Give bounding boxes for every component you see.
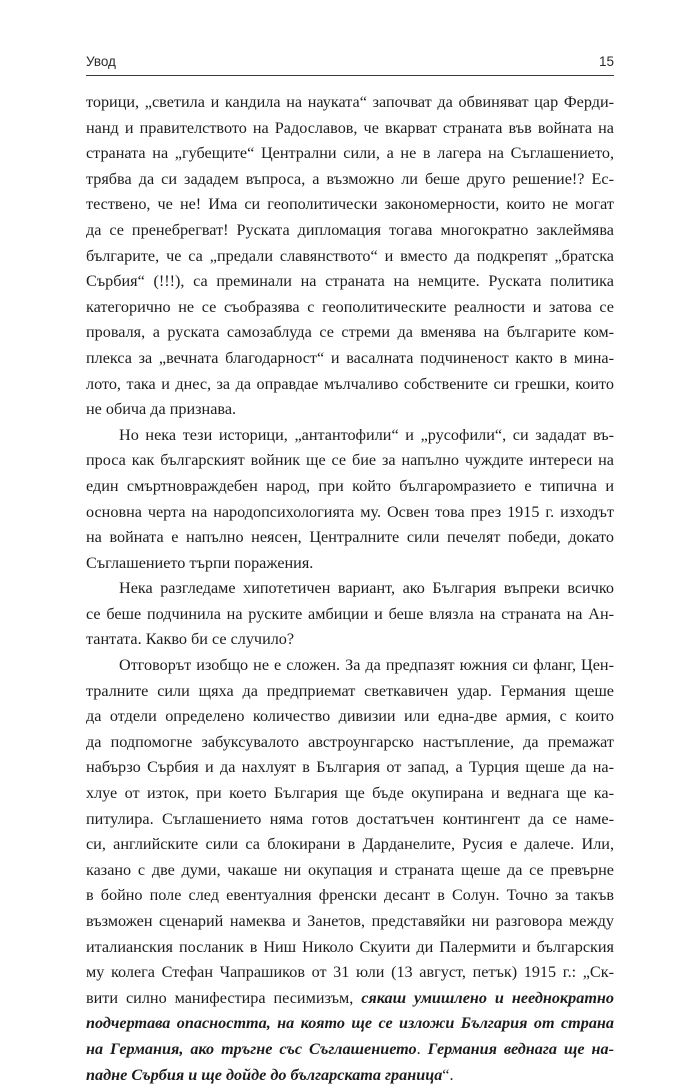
- text-line: [86, 500, 614, 526]
- text-segment: му колега Стефан Чапрашиков от 31 юли (13 август, петък) 1915 г.: „Ск-: [86, 963, 614, 982]
- text-line: [86, 602, 614, 628]
- text-line: [86, 192, 614, 218]
- text-segment: си, английските сили са блокирани в Дарданелите, Русия е далече. Или,: [86, 835, 614, 854]
- text-line: [86, 755, 614, 781]
- text-segment: да отдели определено количество дивизии или една-две армия, с които: [86, 707, 614, 726]
- text-line: [86, 116, 614, 142]
- text-line: [86, 397, 614, 423]
- text-line: [86, 295, 614, 321]
- text-line: [86, 1063, 614, 1088]
- text-line: [86, 935, 614, 961]
- emphasized-quote-text: на Германия, ако тръгне със Съглашението: [86, 1039, 417, 1058]
- text-segment: да се пренебрегват! Руската дипломация тогава многократно заклеймява: [86, 220, 614, 239]
- emphasized-quote-text: Германия веднага ще на-: [427, 1039, 614, 1058]
- text-line: [86, 167, 614, 193]
- text-line: [86, 883, 614, 909]
- text-segment: .: [416, 1039, 428, 1058]
- text-segment: “.: [442, 1065, 454, 1084]
- text-line: [86, 474, 614, 500]
- section-title: Увод: [86, 54, 116, 69]
- text-line: [86, 244, 614, 270]
- text-segment: торици, „светила и кандила на науката“ започват да обвиняват цар Ферди-: [86, 93, 614, 111]
- text-line: [86, 986, 614, 1012]
- emphasized-quote-text: падне Сърбия и ще дойде до българската граница: [86, 1065, 443, 1084]
- text-segment: плекса за „вечната благодарност“ и васалната подчиненост както в мина-: [86, 348, 614, 367]
- page-number: 15: [598, 54, 614, 69]
- text-segment: италианския посланик в Ниш Николо Скуити ди Палермити и българския: [86, 937, 614, 956]
- text-segment: Съглашението търпи поражения.: [86, 553, 314, 572]
- text-segment: Но нека тези историци, „антантофили“ и „русофили“, си зададат въ-: [119, 425, 614, 444]
- header-rule: [86, 75, 614, 76]
- text-line: [86, 730, 614, 756]
- text-segment: трябва да си зададем въпроса, а възможно ли беше друго решение!? Ес-: [86, 169, 614, 188]
- text-line: [86, 269, 614, 295]
- text-line: [86, 832, 614, 858]
- text-segment: се беше подчинила на руските амбиции и беше влязла на страната на Ан-: [86, 604, 614, 623]
- text-line: [86, 525, 614, 551]
- text-segment: в бойно поле след евентуалния френски десант в Солун. Точно за такъв: [86, 886, 614, 905]
- text-segment: хлуе от изток, при което България ще бъде окупирана и веднага ще ка-: [86, 784, 614, 803]
- text-line: [86, 448, 614, 474]
- text-line: [86, 909, 614, 935]
- text-line: [86, 653, 614, 679]
- text-line: [86, 576, 614, 602]
- text-segment: българите, че са „предали славянството“ и вместо да подкрепят „братска: [86, 246, 614, 265]
- text-segment: страната на „губещите“ Централни сили, а не в лагера на Съглашението,: [86, 144, 614, 163]
- text-line: [86, 627, 614, 653]
- text-segment: тралните сили щяха да предприемат светкавичен удар. Германия щеше: [86, 681, 614, 700]
- text-segment: да подпомогне забуксувалото австроунгарско настъпление, да премажат: [86, 732, 614, 751]
- text-line: [86, 781, 614, 807]
- text-segment: категорично не се съобразява с геополитическите реалности и затова се: [86, 297, 614, 316]
- text-segment: Отговорът изобщо не е сложен. За да предпазят южния си фланг, Цен-: [119, 656, 614, 675]
- text-line: [86, 346, 614, 372]
- text-segment: Сърбия“ (!!!), са преминали на страната на немците. Руската политика: [86, 272, 614, 291]
- text-line: [86, 372, 614, 398]
- text-segment: основна черта на народопсихологията му. Освен това през 1915 г. изходът: [86, 502, 614, 521]
- running-header: [86, 54, 614, 76]
- emphasized-quote-text: сякаш умишлено и нееднократно: [361, 988, 614, 1007]
- text-segment: един смъртновраждебен народ, при който българомразието е типична и: [86, 476, 614, 495]
- text-segment: възможен сценарий намеква и Занетов, представяйки ни разговора между: [86, 912, 614, 930]
- text-line: [86, 960, 614, 986]
- text-segment: питулира. Съглашението няма готов достатъчен контингент да се наме-: [86, 809, 614, 828]
- text-line: [86, 320, 614, 346]
- text-segment: тантата. Какво би се случило?: [86, 630, 295, 649]
- emphasized-quote-text: подчертава опасността, на която ще се изложи България от страна: [86, 1014, 614, 1033]
- text-line: [86, 679, 614, 705]
- text-segment: проваля, а руската самозаблуда се стреми да вменява на българите ком-: [86, 323, 614, 342]
- text-segment: казано с две думи, чакаше ни окупация и страната щеше да се превърне: [86, 860, 614, 879]
- text-line: [86, 218, 614, 244]
- text-line: [86, 1011, 614, 1037]
- text-segment: на войната е напълно неясен, Централните сили печелят победи, докато: [86, 528, 614, 547]
- text-segment: тествено, че не! Има си геополитически закономерности, които не могат: [86, 195, 614, 214]
- text-line: [86, 704, 614, 730]
- text-segment: не обича да признава.: [86, 400, 237, 419]
- text-segment: вити силно манифестира песимизъм,: [86, 988, 362, 1007]
- text-line: [86, 90, 614, 116]
- text-segment: набързо Сърбия и да нахлуят в България от запад, а Турция щеше да на-: [86, 758, 614, 777]
- text-segment: нанд и правителството на Радославов, че вкарват страната във войната на: [86, 118, 614, 137]
- text-line: [86, 141, 614, 167]
- body-text: [86, 90, 614, 1088]
- text-segment: проса как българският войник ще се бие за напълно чуждите интереси на: [86, 451, 614, 470]
- text-line: [86, 423, 614, 449]
- text-line: [86, 551, 614, 577]
- text-line: [86, 858, 614, 884]
- text-line: [86, 807, 614, 833]
- text-segment: Нека разгледаме хипотетичен вариант, ако България въпреки всичко: [119, 579, 614, 598]
- text-line: [86, 1037, 614, 1063]
- text-segment: лото, така и днес, за да оправдае мълчаливо собствените си грешки, които: [86, 374, 614, 393]
